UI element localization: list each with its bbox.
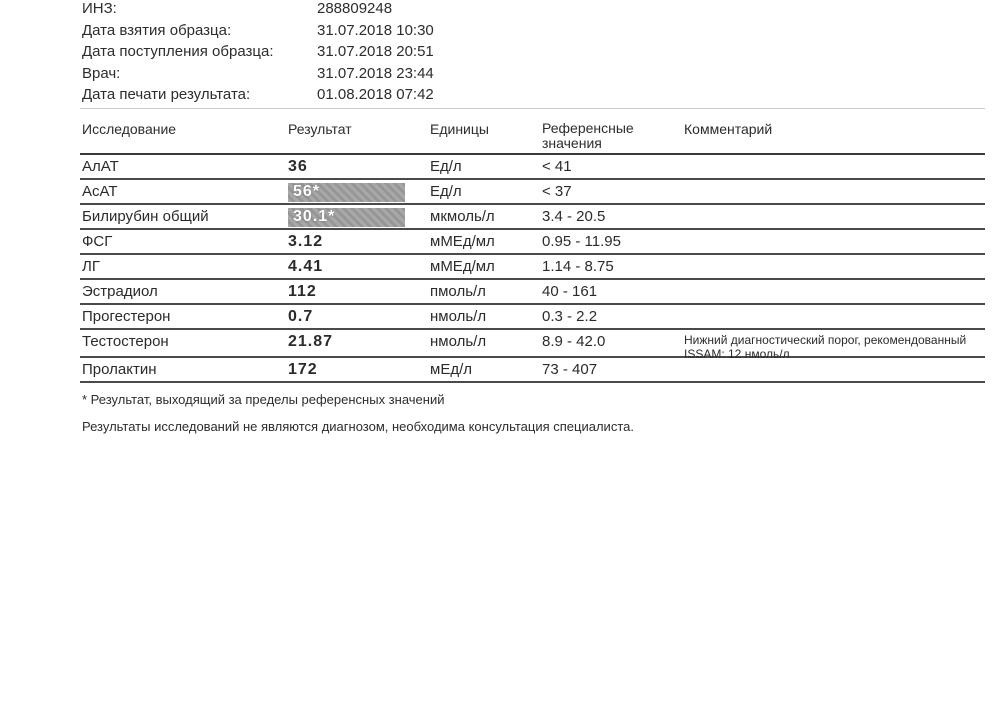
header-test: Исследование xyxy=(82,121,177,137)
units-cell: мМЕд/мл xyxy=(430,258,495,275)
meta-row-doctor xyxy=(82,65,434,87)
result-cell xyxy=(288,208,430,228)
units-cell: мкмоль/л xyxy=(430,208,495,225)
test-name-cell: Прогестерон xyxy=(82,308,171,325)
comment-cell xyxy=(684,308,985,328)
flagged-result-highlight: 56* xyxy=(288,183,405,202)
meta-value: 31.07.2018 23:44 xyxy=(317,64,434,82)
reference-cell: 73 - 407 xyxy=(542,361,598,378)
table-row xyxy=(80,205,985,230)
reference-cell: 40 - 161 xyxy=(542,283,598,300)
result-value: 112 xyxy=(288,283,317,300)
report-meta xyxy=(82,0,434,108)
footnote-disclaimer: Результаты исследований не являются диагнозом, необходима консультация специалиста. xyxy=(82,419,634,434)
units-cell: пмоль/л xyxy=(430,283,486,300)
meta-label: ИНЗ: xyxy=(82,0,117,17)
meta-value: 01.08.2018 07:42 xyxy=(317,86,434,104)
result-value: 4.41 xyxy=(288,258,324,275)
test-name-cell: АлАТ xyxy=(82,158,119,175)
reference-cell: < 37 xyxy=(542,183,572,200)
test-name-cell: Тестостерон xyxy=(82,333,169,350)
table-row xyxy=(80,180,985,205)
result-value: 172 xyxy=(288,361,318,378)
units-cell: Ед/л xyxy=(430,158,462,175)
meta-row-sample-taken xyxy=(82,22,434,44)
table-row xyxy=(80,330,985,361)
test-name-cell: Эстрадиол xyxy=(82,283,158,300)
test-name-cell: ЛГ xyxy=(82,258,100,275)
units-cell: нмоль/л xyxy=(430,308,487,325)
header-units: Единицы xyxy=(430,121,489,137)
footnote-out-of-range: * Результат, выходящий за пределы референсных значений xyxy=(82,392,445,407)
comment-cell xyxy=(684,158,985,178)
meta-row-inz xyxy=(82,0,434,22)
units-cell: мМЕд/мл xyxy=(430,233,495,250)
comment-cell xyxy=(684,183,985,203)
reference-cell: 0.3 - 2.2 xyxy=(542,308,598,325)
meta-value: 288809248 xyxy=(317,0,393,17)
header-comment: Комментарий xyxy=(684,121,773,137)
units-cell: Ед/л xyxy=(430,183,462,200)
test-name-cell: АсАТ xyxy=(82,183,118,200)
table-row xyxy=(80,358,985,383)
units-cell: мЕд/л xyxy=(430,361,472,378)
result-value: 36 xyxy=(288,158,308,175)
table-row xyxy=(80,230,985,255)
test-name-cell: Билирубин общий xyxy=(82,208,209,225)
test-name-cell: Пролактин xyxy=(82,361,157,378)
table-row xyxy=(80,305,985,330)
table-row xyxy=(80,155,985,180)
result-cell xyxy=(288,333,430,356)
header-reference: Референсные значения xyxy=(542,120,634,151)
comment-cell xyxy=(684,258,985,278)
reference-cell: 0.95 - 11.95 xyxy=(542,233,621,250)
result-cell xyxy=(288,158,430,178)
result-cell xyxy=(288,183,430,203)
reference-cell: < 41 xyxy=(542,158,572,175)
meta-label: Врач: xyxy=(82,64,121,82)
comment-cell xyxy=(684,233,985,253)
footnotes xyxy=(82,392,634,446)
result-cell xyxy=(288,361,430,381)
meta-label: Дата печати результата: xyxy=(82,86,251,104)
reference-cell: 1.14 - 8.75 xyxy=(542,258,614,275)
meta-value: 31.07.2018 10:30 xyxy=(317,21,434,39)
header-result: Результат xyxy=(288,121,352,137)
result-cell xyxy=(288,283,430,303)
meta-row-printed xyxy=(82,86,434,108)
meta-label: Дата поступления образца: xyxy=(82,43,274,61)
table-row xyxy=(80,255,985,280)
comment-cell xyxy=(684,283,985,303)
result-value: 21.87 xyxy=(288,333,334,350)
flagged-result-highlight: 30.1* xyxy=(288,208,405,227)
result-cell xyxy=(288,258,430,278)
result-value: 3.12 xyxy=(288,233,324,250)
reference-cell: 3.4 - 20.5 xyxy=(542,208,606,225)
comment-cell xyxy=(684,208,985,228)
meta-value: 31.07.2018 20:51 xyxy=(317,43,434,61)
table-header-row xyxy=(80,109,985,155)
units-cell: нмоль/л xyxy=(430,333,487,350)
result-value: 0.7 xyxy=(288,308,314,325)
meta-label: Дата взятия образца: xyxy=(82,21,232,39)
comment-cell: Нижний диагностический порог, рекомендованный ISSAM: 12 нмоль/л xyxy=(684,333,967,361)
comment-cell xyxy=(684,361,985,381)
table-row xyxy=(80,280,985,305)
test-name-cell: ФСГ xyxy=(82,233,113,250)
result-cell xyxy=(288,233,430,253)
results-table xyxy=(80,108,985,383)
result-cell xyxy=(288,308,430,328)
meta-row-sample-received xyxy=(82,43,434,65)
reference-cell: 8.9 - 42.0 xyxy=(542,333,606,350)
